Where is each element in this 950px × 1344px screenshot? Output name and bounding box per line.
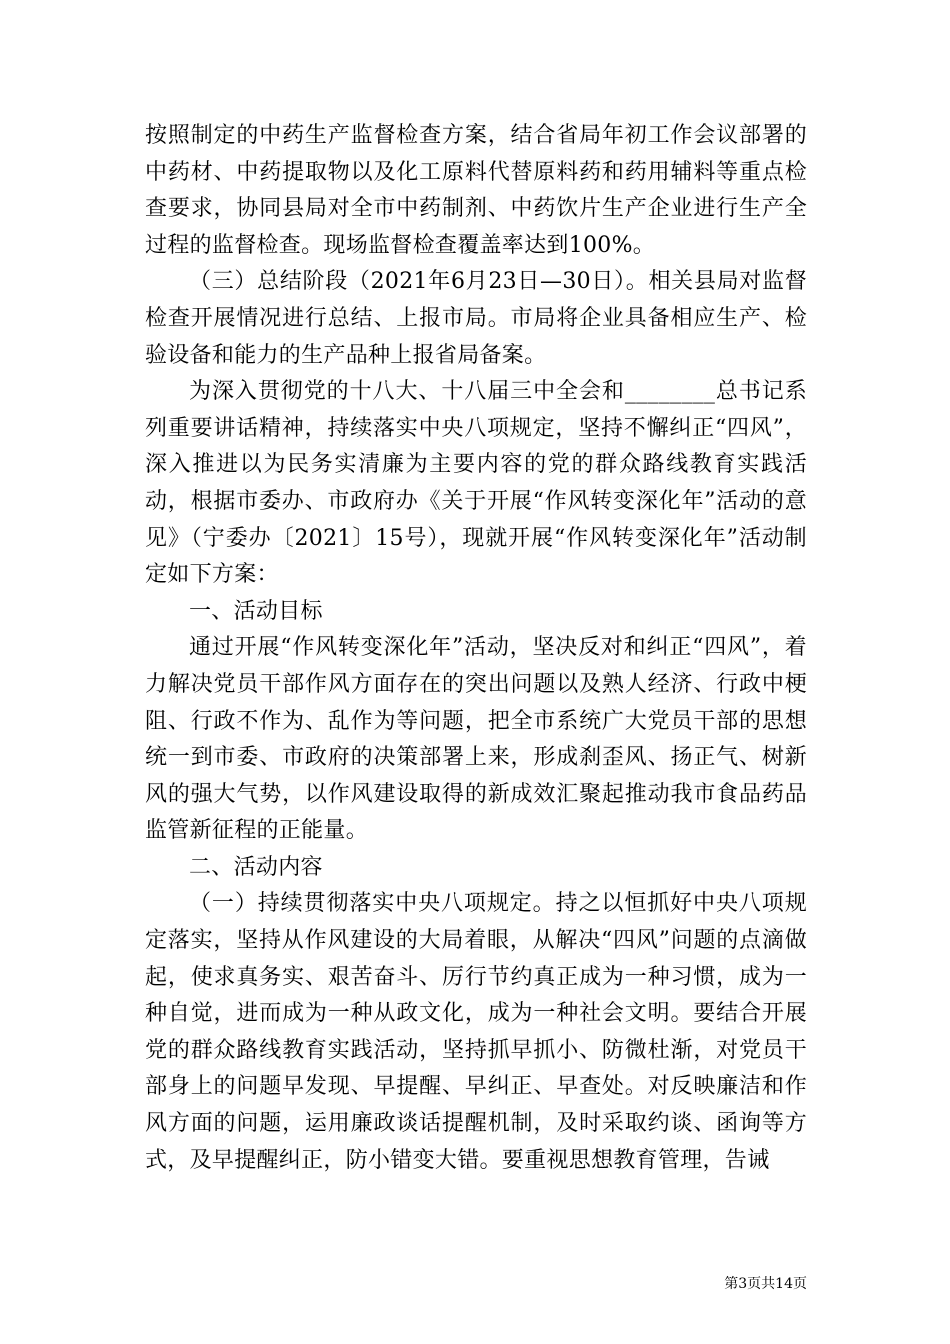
document-body — [145, 118, 807, 1179]
paragraph-2: （三）总结阶段（2021年6月23日—30日）。相关县局对监督检查开展情况进行总结、上报市局。市局将企业具备相应生产、检验设备和能力的生产品种上报省局备案。 — [145, 269, 807, 368]
paragraph-5: 通过开展“作风转变深化年”活动，坚决反对和纠正“四风”，着力解决党员干部作风方面存在的突出问题以及熟人经济、行政中梗阻、行政不作为、乱作为等问题，把全市系统广大党员干部的思想统一到市委、市政府的决策部署上来，形成刹歪风、扬正气、树新风的强大气势，以作风建设取得的新成效汇聚起推动我市食品药品监管新征程的正能量。 — [145, 635, 807, 844]
page-number: 第3页共14页 — [724, 1276, 807, 1292]
section-heading-goals: 一、活动目标 — [189, 598, 323, 624]
section-heading-content: 二、活动内容 — [189, 854, 323, 880]
paragraph-3: 为深入贯彻党的十八大、十八届三中全会和________总书记系列重要讲话精神，持续落实中央八项规定，坚持不懈纠正“四风”，深入推进以为民务实清廉为主要内容的党的群众路线教育实践活动，根据市委办、市政府办《关于开展“作风转变深化年”活动的意见》（宁委办〔2021〕15号），现就开展“作风转变深化年”活动制定如下方案： — [145, 379, 807, 588]
paragraph-1: 按照制定的中药生产监督检查方案，结合省局年初工作会议部署的中药材、中药提取物以及化工原料代替原料药和药用辅料等重点检查要求，协同县局对全市中药制剂、中药饮片生产企业进行生产全过程的监督检查。现场监督检查覆盖率达到100%。 — [145, 123, 807, 258]
paragraph-7: （一）持续贯彻落实中央八项规定。持之以恒抓好中央八项规定落实，坚持从作风建设的大局着眼，从解决“四风”问题的点滴做起，使求真务实、艰苦奋斗、厉行节约真正成为一种习惯，成为一种自觉，进而成为一种从政文化，成为一种社会文明。要结合开展党的群众路线教育实践活动，坚持抓早抓小、防微杜渐，对党员干部身上的问题早发现、早提醒、早纠正、早查处。对反映廉洁和作风方面的问题，运用廉政谈话提醒机制，及时采取约谈、函询等方式，及早提醒纠正，防小错变大错。要重视思想教育管理，告诫 — [145, 891, 807, 1173]
